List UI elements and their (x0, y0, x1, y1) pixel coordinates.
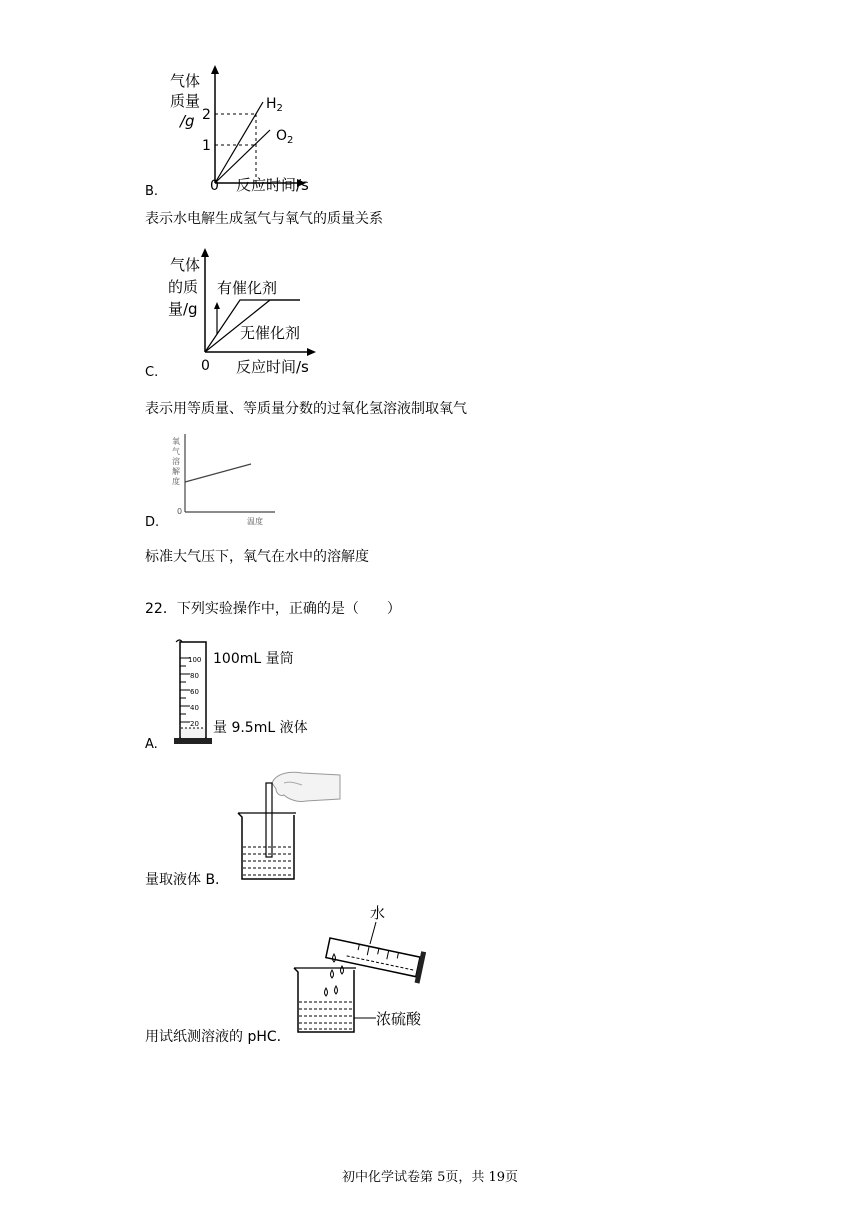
beaker-body (294, 968, 354, 1032)
cylinder-liquid (181, 728, 205, 738)
water-drop (341, 966, 344, 974)
cylinder-base (174, 738, 212, 744)
question-22-stem: 22．下列实验操作中，正确的是（ ） (145, 601, 401, 617)
ylabel-line3: 量/g (168, 300, 198, 318)
series-label-h2: $H_2$ (266, 96, 283, 114)
tick-label-1: 1 (202, 138, 211, 154)
xlabel: 温度 (247, 517, 263, 526)
scale-label-20: 20 (190, 720, 199, 728)
xlabel: 反应时间/s (236, 358, 309, 376)
q22-option-c-text: 用试纸测溶液的 pHC. (145, 1029, 282, 1045)
figure-b-mass-time-graph (160, 60, 360, 195)
hand-shape (272, 772, 340, 801)
origin-label: 0 (177, 507, 183, 516)
ylabel-line5: 度 (172, 477, 180, 486)
q22-option-b-text: 量取液体 B. (145, 872, 220, 888)
series-label-catalyst: 有催化剂 (217, 279, 278, 297)
figure-d-solubility-graph (165, 430, 285, 530)
figure-c-catalyst-graph (160, 242, 340, 377)
series-line-solubility (185, 464, 251, 482)
page-footer: 初中化学试卷第 5页，共 19页 (341, 1170, 519, 1185)
q22-option-a-letter: A. (145, 737, 158, 752)
figure-22b-beaker-dropper (232, 765, 352, 885)
y-axis-arrow (201, 248, 209, 257)
option-d-letter: D. (145, 515, 160, 530)
xlabel: 反应时间/s (236, 176, 309, 194)
ylabel-unit: /g (180, 112, 195, 130)
series-label-o2: $O_2$ (276, 128, 294, 146)
y-axis-arrow (211, 65, 219, 74)
cylinder-tick (378, 948, 379, 954)
dropper-tube (266, 783, 272, 857)
label-water: 水 (370, 904, 386, 922)
ylabel-line1: 气体 (170, 72, 201, 90)
water-drop (333, 954, 336, 962)
ylabel-line1: 氧 (172, 437, 180, 446)
option-b-letter: B. (145, 184, 159, 199)
scale-label-40: 40 (190, 704, 199, 712)
water-drop (331, 970, 334, 978)
cylinder-label: 100mL 量筒 (213, 651, 294, 667)
ylabel-line2: 气 (172, 447, 180, 456)
cylinder-water (347, 956, 415, 971)
water-drop (335, 986, 338, 994)
origin-label: 0 (201, 358, 210, 374)
origin-label: 0 (210, 178, 219, 194)
measure-label: 量 9.5mL 液体 (213, 720, 308, 736)
tick-label-2: 2 (202, 107, 211, 123)
water-drop (325, 988, 328, 996)
ylabel-line4: 解 (172, 467, 180, 476)
cylinder-tick (367, 946, 369, 955)
option-c-caption: 表示用等质量、等质量分数的过氧化氢溶液制取氧气 (145, 401, 467, 417)
ylabel-line3: 溶 (172, 457, 180, 466)
cylinder-tick (387, 950, 389, 959)
option-b-caption: 表示水电解生成氢气与氧气的质量关系 (145, 211, 383, 227)
label-water-leader (370, 922, 376, 944)
x-axis-arrow (307, 348, 316, 356)
figure-22c-dilution (290, 902, 440, 1038)
cylinder-tick (358, 944, 359, 950)
scale-label-100: 100 (188, 656, 202, 664)
option-d-caption: 标准大气压下，氧气在水中的溶解度 (145, 549, 369, 565)
option-c-letter: C. (145, 365, 159, 380)
ylabel-line2: 的质 (168, 278, 199, 296)
ylabel-line1: 气体 (170, 256, 201, 274)
small-arrow-head (214, 302, 220, 309)
tilted-cylinder (326, 938, 420, 977)
ylabel-line2: 质量 (170, 92, 201, 110)
cylinder-tick (397, 953, 398, 959)
figure-22a-graduated-cylinder (170, 636, 310, 748)
scale-label-60: 60 (190, 688, 199, 696)
scale-label-80: 80 (190, 672, 199, 680)
label-acid: 浓硫酸 (376, 1010, 422, 1028)
series-label-no-catalyst: 无催化剂 (240, 324, 301, 342)
